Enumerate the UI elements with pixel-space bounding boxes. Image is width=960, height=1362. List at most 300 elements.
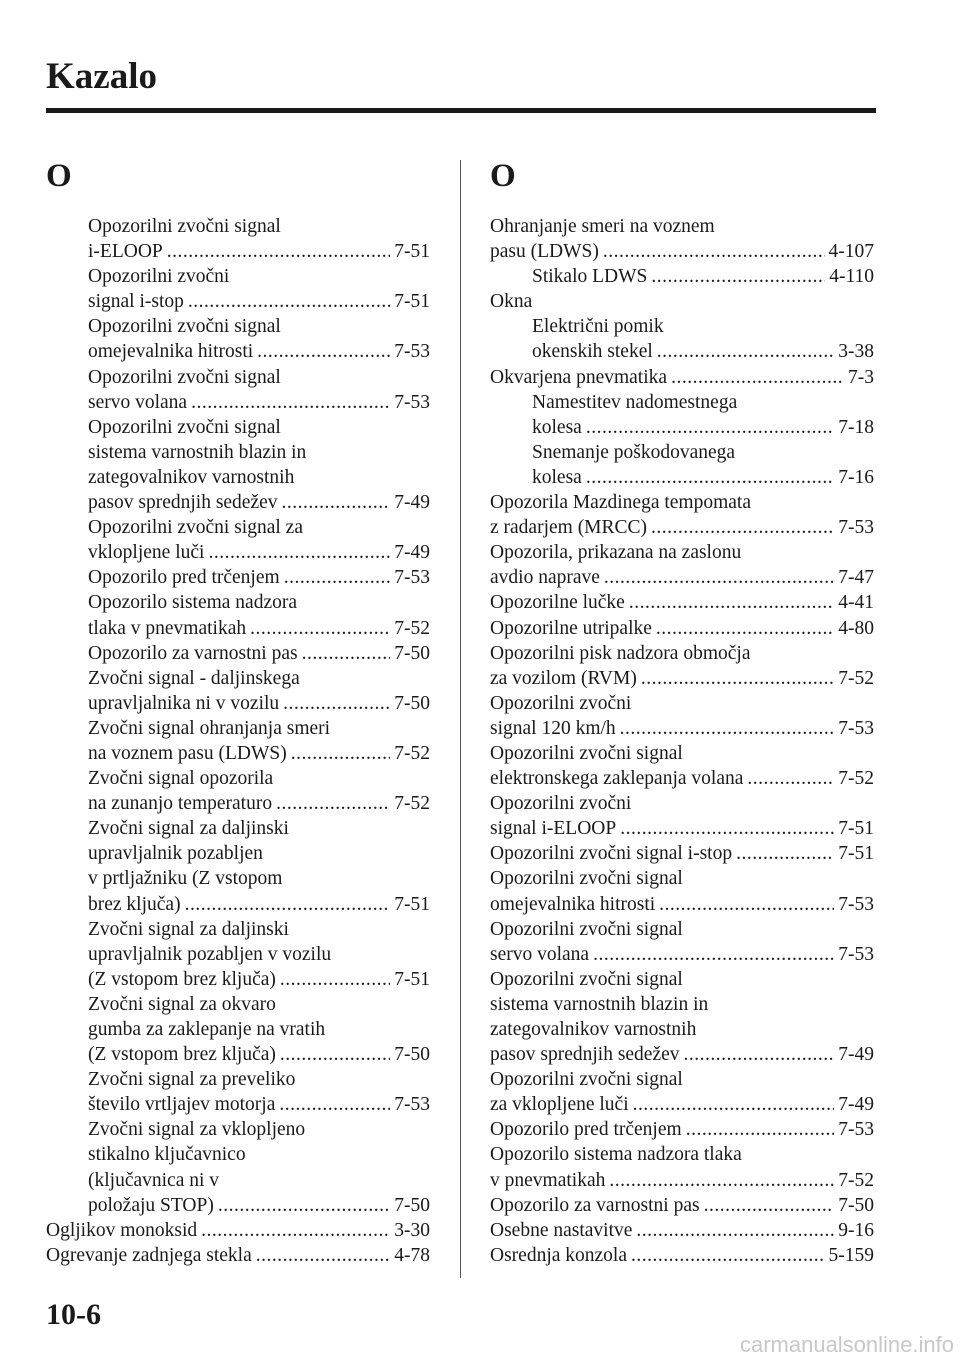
index-entry-text: signal i-stop xyxy=(88,291,184,313)
dot-leader xyxy=(586,415,834,440)
index-entry-text: Opozorilni zvočni signal xyxy=(490,742,683,764)
index-page-ref: 7-53 xyxy=(394,1094,430,1116)
index-entry-line xyxy=(88,289,430,314)
index-entry xyxy=(46,917,430,992)
index-entry-text: Zvočni signal opozorila xyxy=(88,768,274,790)
dot-leader xyxy=(684,1042,835,1067)
index-entry xyxy=(490,1218,874,1243)
index-entry-line xyxy=(490,289,874,314)
index-entry-line xyxy=(490,791,874,816)
dot-leader xyxy=(280,1042,390,1067)
index-entry xyxy=(490,1142,874,1192)
dot-leader xyxy=(185,892,391,917)
dot-leader xyxy=(282,490,391,515)
index-entry-text: signal 120 km/h xyxy=(490,717,616,739)
dot-leader xyxy=(671,365,844,390)
index-entry-text: na zunanjo temperaturo xyxy=(88,793,273,815)
index-entry-text: Opozorilni zvočni signal i-stop xyxy=(490,843,733,865)
index-page-ref: 4-41 xyxy=(838,592,874,614)
index-entry-text: Okvarjena pnevmatika xyxy=(490,366,668,388)
index-entry-line xyxy=(88,917,430,942)
index-entry-line xyxy=(88,841,430,866)
index-entry-line xyxy=(490,766,874,791)
index-entry-line xyxy=(88,866,430,891)
index-entry-text: Opozorila Mazdinega tempomata xyxy=(490,492,751,514)
index-entry-text: Opozorilo pred trčenjem xyxy=(88,567,280,589)
dot-leader xyxy=(609,1168,834,1193)
index-page-ref: 7-50 xyxy=(394,642,430,664)
index-entry-text: avdio naprave xyxy=(490,567,600,589)
index-entry-text: stikalno ključavnico xyxy=(88,1144,246,1166)
index-entry xyxy=(490,540,874,590)
index-page-ref: 7-52 xyxy=(838,667,874,689)
index-entry-line xyxy=(490,1168,874,1193)
dot-leader xyxy=(704,1193,835,1218)
dot-leader xyxy=(593,942,834,967)
index-entry-text: kolesa xyxy=(532,466,582,488)
index-entry-text: Električni pomik xyxy=(532,316,664,338)
index-entry-text: upravljalnik pozabljen xyxy=(88,843,263,865)
section-letter: O xyxy=(46,158,72,194)
index-entry-text: z radarjem (MRCC) xyxy=(490,517,648,539)
index-page-ref: 7-51 xyxy=(394,241,430,263)
index-entry-line xyxy=(490,816,874,841)
index-entry-line xyxy=(490,716,874,741)
index-page-ref: 7-16 xyxy=(838,466,874,488)
index-entry xyxy=(490,967,874,1067)
index-entry-line xyxy=(490,892,874,917)
index-entry-line xyxy=(88,967,430,992)
index-entry-line xyxy=(532,314,874,339)
index-entry-text: Ogrevanje zadnjega stekla xyxy=(46,1244,252,1266)
index-entry-line xyxy=(532,465,874,490)
index-entry xyxy=(46,264,430,314)
index-entry xyxy=(46,365,430,415)
index-entry-text: kolesa xyxy=(532,416,582,438)
dot-leader xyxy=(736,841,834,866)
index-page-ref: 7-49 xyxy=(394,542,430,564)
index-page-ref: 7-53 xyxy=(838,717,874,739)
index-entry xyxy=(46,214,430,264)
index-entry-line xyxy=(88,1168,430,1193)
index-page-ref: 7-50 xyxy=(394,1044,430,1066)
index-page-ref: 7-51 xyxy=(838,818,874,840)
index-entry-line xyxy=(490,1017,874,1042)
index-entry xyxy=(490,314,874,364)
index-entry-text: vklopljene luči xyxy=(88,542,205,564)
index-entry-line xyxy=(88,791,430,816)
header-rule xyxy=(46,108,876,113)
index-entry-line xyxy=(490,691,874,716)
index-entry-line xyxy=(88,540,430,565)
index-entry xyxy=(46,314,430,364)
index-entry-line xyxy=(88,264,430,289)
index-entry-line xyxy=(490,741,874,766)
index-page-ref: 7-50 xyxy=(394,692,430,714)
index-entry-line xyxy=(88,992,430,1017)
dot-leader xyxy=(586,465,834,490)
index-page-ref: 7-50 xyxy=(394,1194,430,1216)
index-entry-text: tlaka v pnevmatikah xyxy=(88,617,247,639)
index-entry-text: Opozorila, prikazana na zaslonu xyxy=(490,542,742,564)
dot-leader xyxy=(218,1193,390,1218)
index-entry-line xyxy=(88,816,430,841)
index-entry-line xyxy=(490,214,874,239)
index-entry-text: omejevalnika hitrosti xyxy=(88,341,254,363)
dot-leader xyxy=(284,565,391,590)
index-entry-text: Opozorilo za varnostni pas xyxy=(88,642,298,664)
dot-leader xyxy=(651,264,825,289)
dot-leader xyxy=(191,390,390,415)
index-entry xyxy=(46,666,430,716)
dot-leader xyxy=(629,590,834,615)
index-entry xyxy=(46,766,430,816)
index-page-ref: 7-52 xyxy=(838,1169,874,1191)
index-entry xyxy=(490,866,874,916)
index-entry-line xyxy=(532,415,874,440)
index-page-ref: 7-53 xyxy=(394,567,430,589)
index-entry-line xyxy=(490,841,874,866)
index-entry-text: za vozilom (RVM) xyxy=(490,667,637,689)
index-entry-line xyxy=(490,1142,874,1167)
index-entry-line xyxy=(88,892,430,917)
dot-leader xyxy=(250,616,390,641)
index-page-ref: 7-52 xyxy=(394,793,430,815)
index-entry-line xyxy=(490,565,874,590)
index-entry-text: število vrtljajev motorja xyxy=(88,1094,276,1116)
index-entry-text: Opozorilo za varnostni pas xyxy=(490,1194,700,1216)
index-entry-text: Zvočni signal - daljinskega xyxy=(88,667,300,689)
index-entry-text: položaju STOP) xyxy=(88,1194,214,1216)
index-entry xyxy=(490,440,874,490)
index-entry-list xyxy=(490,214,874,1268)
index-column-left xyxy=(46,160,430,1268)
index-entry-text: Opozorilni pisk nadzora območja xyxy=(490,642,751,664)
index-entry xyxy=(46,1117,430,1217)
index-entry-line xyxy=(490,1042,874,1067)
index-entry-text: Stikalo LDWS xyxy=(532,266,648,288)
index-entry xyxy=(46,641,430,666)
index-page-ref: 7-52 xyxy=(394,742,430,764)
index-entry-line xyxy=(490,967,874,992)
index-page-ref: 7-53 xyxy=(394,341,430,363)
index-entry-line xyxy=(46,1218,430,1243)
dot-leader xyxy=(659,892,834,917)
index-entry xyxy=(490,741,874,791)
index-entry-line xyxy=(88,666,430,691)
index-entry-line xyxy=(88,390,430,415)
index-entry-text: v prtljažniku (Z vstopom xyxy=(88,868,283,890)
index-entry-text: Osrednja konzola xyxy=(490,1244,627,1266)
index-entry-text: Zvočni signal za okvaro xyxy=(88,993,276,1015)
column-divider xyxy=(460,160,461,1278)
dot-leader xyxy=(256,1243,391,1268)
index-entry-text: na voznem pasu (LDWS) xyxy=(88,742,287,764)
index-entry-text: sistema varnostnih blazin in xyxy=(88,441,307,463)
index-entry xyxy=(46,515,430,565)
index-entry-text: Osebne nastavitve xyxy=(490,1219,633,1241)
dot-leader xyxy=(279,1092,390,1117)
index-entry xyxy=(46,1218,430,1243)
index-entry xyxy=(490,791,874,841)
dot-leader xyxy=(291,741,391,766)
index-page-ref: 7-18 xyxy=(838,416,874,438)
index-entry-line xyxy=(88,1092,430,1117)
index-entry-text: signal i-ELOOP xyxy=(490,818,617,840)
index-entry-line xyxy=(88,641,430,666)
index-entry-line xyxy=(88,415,430,440)
dot-leader xyxy=(167,239,391,264)
index-entry-line xyxy=(88,314,430,339)
index-entry-line xyxy=(490,866,874,891)
index-entry-line xyxy=(88,565,430,590)
index-entry-text: Opozorilni zvočni xyxy=(490,793,632,815)
index-page-ref: 7-52 xyxy=(394,617,430,639)
index-entry-text: Opozorilni zvočni xyxy=(490,692,632,714)
index-entry-text: servo volana xyxy=(490,943,590,965)
index-entry-line xyxy=(88,465,430,490)
index-entry-text: Ohranjanje smeri na voznem xyxy=(490,216,715,237)
index-entry-text: pasu (LDWS) xyxy=(490,241,599,263)
section-letter: O xyxy=(490,158,516,194)
index-entry-line xyxy=(490,515,874,540)
index-entry-line xyxy=(88,515,430,540)
dot-leader xyxy=(603,239,825,264)
index-page-ref: 7-53 xyxy=(838,893,874,915)
dot-leader xyxy=(657,339,834,364)
index-entry-text: zategovalnikov varnostnih xyxy=(490,1019,697,1040)
index-entry-text: Zvočni signal ohranjanja smeri xyxy=(88,717,331,739)
index-page-ref: 7-53 xyxy=(838,1119,874,1141)
index-entry-text: Okna xyxy=(490,291,533,313)
index-page-ref: 7-47 xyxy=(838,567,874,589)
index-entry xyxy=(46,415,430,515)
index-entry-line xyxy=(88,1117,430,1142)
index-page-ref: 7-51 xyxy=(394,291,430,313)
index-entry xyxy=(490,1193,874,1218)
index-entry-text: gumba za zaklepanje na vratih xyxy=(88,1019,326,1040)
index-entry-text: Opozorilni zvočni signal xyxy=(88,366,281,388)
index-entry xyxy=(46,565,430,590)
dot-leader xyxy=(641,666,834,691)
index-page-ref: 3-38 xyxy=(838,341,874,363)
index-entry-text: Opozorilne utripalke xyxy=(490,617,652,639)
index-entry-line xyxy=(490,666,874,691)
index-entry xyxy=(490,1067,874,1117)
index-entry-line xyxy=(46,1243,430,1268)
index-entry xyxy=(490,1243,874,1268)
index-entry-line xyxy=(490,942,874,967)
index-entry-line xyxy=(490,917,874,942)
index-column-right xyxy=(490,160,874,1268)
dot-leader xyxy=(257,339,390,364)
index-entry xyxy=(490,214,874,264)
index-entry xyxy=(490,390,874,440)
index-entry-text: omejevalnika hitrosti xyxy=(490,893,656,915)
dot-leader xyxy=(747,766,834,791)
index-page-ref: 7-52 xyxy=(838,768,874,790)
index-entry-line xyxy=(88,716,430,741)
index-entry xyxy=(490,590,874,615)
index-entry-text: Zvočni signal za vklopljeno xyxy=(88,1119,306,1141)
index-page-ref: 7-51 xyxy=(838,843,874,865)
index-entry-text: Opozorilni zvočni xyxy=(88,266,230,288)
index-entry-line xyxy=(532,440,874,465)
index-entry-line xyxy=(88,766,430,791)
index-entry xyxy=(490,691,874,741)
index-entry-line xyxy=(490,1243,874,1268)
index-page-ref: 7-49 xyxy=(838,1044,874,1066)
index-page-ref: 7-49 xyxy=(838,1094,874,1116)
index-page-ref: 7-3 xyxy=(848,366,874,388)
index-entry xyxy=(490,641,874,691)
index-page-ref: 7-51 xyxy=(394,893,430,915)
index-entry-line xyxy=(490,1067,874,1092)
index-entry xyxy=(490,365,874,390)
dot-leader xyxy=(201,1218,390,1243)
index-entry xyxy=(46,590,430,640)
index-entry-text: Snemanje poškodovanega xyxy=(532,441,736,463)
index-entry-text: zategovalnikov varnostnih xyxy=(88,466,295,488)
dot-leader xyxy=(188,289,390,314)
index-entry xyxy=(46,1067,430,1117)
index-entry-text: Opozorilni zvočni signal za xyxy=(88,517,303,539)
index-entry xyxy=(490,490,874,540)
index-page-ref: 7-53 xyxy=(838,943,874,965)
index-entry-line xyxy=(88,1017,430,1042)
index-entry-line xyxy=(88,590,430,615)
dot-leader xyxy=(276,791,390,816)
index-entry-line xyxy=(490,1117,874,1142)
index-page-ref: 7-51 xyxy=(394,968,430,990)
index-entry-text: brez ključa) xyxy=(88,893,181,915)
index-entry xyxy=(46,992,430,1067)
index-entry-text: Opozorilni zvočni signal xyxy=(490,1069,683,1091)
index-entry-line xyxy=(88,339,430,364)
index-entry-line xyxy=(532,390,874,415)
index-entry-line xyxy=(532,339,874,364)
index-entry-text: pasov sprednjih sedežev xyxy=(88,492,278,514)
index-page-ref: 4-110 xyxy=(829,266,874,288)
index-entry-line xyxy=(88,616,430,641)
dot-leader xyxy=(620,816,834,841)
index-entry-line xyxy=(88,365,430,390)
index-entry-text: upravljalnika ni v vozilu xyxy=(88,692,280,714)
index-page-ref: 4-80 xyxy=(838,617,874,639)
dot-leader xyxy=(302,641,391,666)
dot-leader xyxy=(620,716,835,741)
index-entry-line xyxy=(88,691,430,716)
index-page-ref: 7-53 xyxy=(838,517,874,539)
index-entry-line xyxy=(88,214,430,239)
index-entry-text: i-ELOOP xyxy=(88,241,163,263)
index-entry xyxy=(490,1117,874,1142)
index-entry-text: (ključavnica ni v xyxy=(88,1169,220,1191)
dot-leader xyxy=(280,967,390,992)
index-entry-line xyxy=(490,590,874,615)
index-entry-line xyxy=(532,264,874,289)
index-entry-text: Zvočni signal za daljinski xyxy=(88,918,289,940)
index-entry-text: sistema varnostnih blazin in xyxy=(490,993,709,1015)
page-number: 10-6 xyxy=(46,1298,101,1331)
index-page-ref: 4-78 xyxy=(394,1244,430,1266)
index-entry xyxy=(46,816,430,916)
dot-leader xyxy=(283,691,390,716)
dot-leader xyxy=(633,1092,835,1117)
index-entry-text: Opozorilo pred trčenjem xyxy=(490,1119,682,1141)
index-page-ref: 7-49 xyxy=(394,492,430,514)
index-entry-text: Namestitev nadomestnega xyxy=(532,391,738,413)
index-entry-line xyxy=(490,1092,874,1117)
index-page-ref: 4-107 xyxy=(828,241,874,263)
watermark: carmanualsonline.info xyxy=(739,1332,954,1357)
index-entry-text: Ogljikov monoksid xyxy=(46,1219,198,1241)
index-entry-text: Opozorilni zvočni signal xyxy=(490,968,683,990)
index-entry-line xyxy=(88,1193,430,1218)
index-entry-line xyxy=(490,365,874,390)
index-entry-line xyxy=(88,490,430,515)
index-entry-line xyxy=(490,616,874,641)
index-entry-text: Opozorilo sistema nadzora tlaka xyxy=(490,1144,742,1166)
index-entry-text: pasov sprednjih sedežev xyxy=(490,1044,680,1066)
index-entry-text: Opozorilni zvočni signal xyxy=(490,918,683,940)
index-entry-line xyxy=(88,1042,430,1067)
index-page-ref: 3-30 xyxy=(394,1219,430,1241)
index-entry-text: elektronskega zaklepanja volana xyxy=(490,768,744,790)
index-entry-text: servo volana xyxy=(88,391,188,413)
dot-leader xyxy=(208,540,390,565)
index-entry-text: Zvočni signal za preveliko xyxy=(88,1069,296,1091)
dot-leader xyxy=(604,565,834,590)
index-entry-line xyxy=(490,992,874,1017)
index-entry-line xyxy=(88,1067,430,1092)
index-page-ref: 7-50 xyxy=(838,1194,874,1216)
index-entry xyxy=(46,716,430,766)
dot-leader xyxy=(636,1218,834,1243)
index-entry-text: Opozorilni zvočni signal xyxy=(88,316,281,338)
dot-leader xyxy=(651,515,834,540)
index-entry-line xyxy=(490,1193,874,1218)
index-entry-line xyxy=(88,942,430,967)
index-entry-line xyxy=(490,540,874,565)
index-entry-line xyxy=(88,239,430,264)
index-entry-line xyxy=(88,1142,430,1167)
index-entry xyxy=(490,616,874,641)
index-entry-text: (Z vstopom brez ključa) xyxy=(88,1044,276,1066)
index-entry-line xyxy=(490,641,874,666)
index-entry-text: (Z vstopom brez ključa) xyxy=(88,968,276,990)
index-entry-text: Opozorilni zvočni signal xyxy=(88,216,281,237)
index-entry-text: v pnevmatikah xyxy=(490,1169,606,1191)
index-page-ref: 9-16 xyxy=(838,1219,874,1241)
index-entry xyxy=(490,841,874,866)
index-entry-line xyxy=(490,490,874,515)
index-entry-text: Zvočni signal za daljinski xyxy=(88,818,289,840)
index-entry-text: Opozorilo sistema nadzora xyxy=(88,592,298,614)
index-entry-line xyxy=(490,1218,874,1243)
index-entry-text: Opozorilni zvočni signal xyxy=(490,868,683,890)
page-title: Kazalo xyxy=(46,56,157,97)
index-entry xyxy=(490,264,874,289)
index-entry xyxy=(46,1243,430,1268)
index-page-ref: 5-159 xyxy=(828,1244,874,1266)
dot-leader xyxy=(656,616,834,641)
index-entry-text: Opozorilni zvočni signal xyxy=(88,416,281,438)
index-entry-line xyxy=(490,239,874,264)
index-page-ref: 7-53 xyxy=(394,391,430,413)
dot-leader xyxy=(686,1117,835,1142)
index-entry xyxy=(490,289,874,314)
